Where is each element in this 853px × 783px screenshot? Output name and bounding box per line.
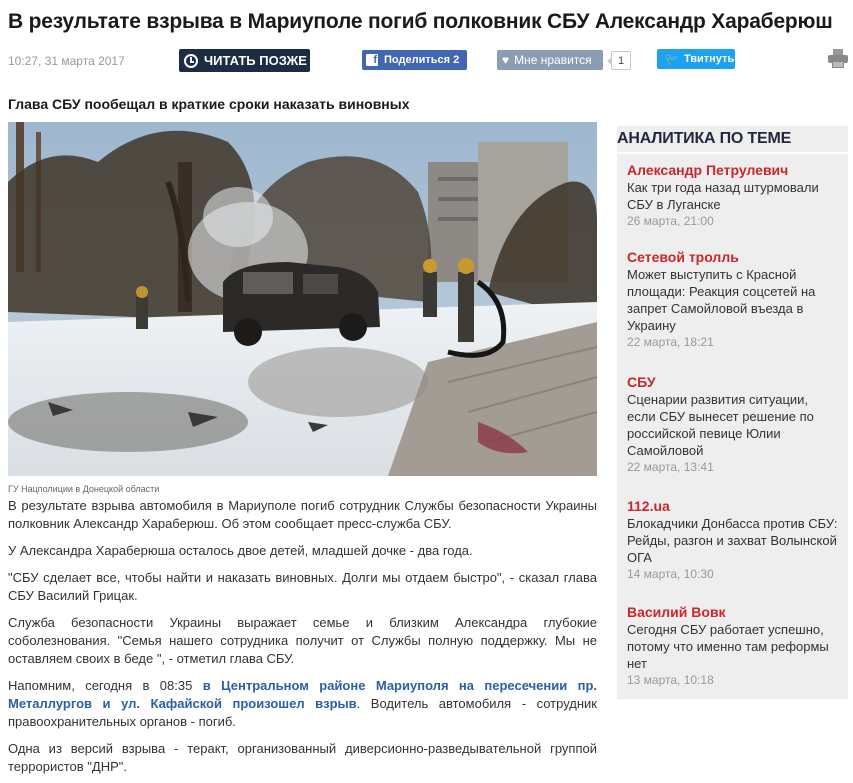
article-meta-bar — [0, 49, 853, 75]
sidebar-item-date: 14 марта, 10:30 — [627, 567, 714, 581]
sidebar-item-date: 22 марта, 18:21 — [627, 335, 714, 349]
sidebar-item-author[interactable]: СБУ — [627, 374, 656, 390]
sidebar-item[interactable] — [627, 604, 839, 688]
article-subtitle: Глава СБУ пообещал в краткие сроки наказать виновных — [8, 96, 410, 112]
facebook-share-button[interactable] — [362, 50, 467, 70]
like-label: Мне нравится — [514, 53, 592, 67]
article-paragraph: Служба безопасности Украины выражает семье и близким Александра глубокие соболезнования. "Семья нашего сотрудника получит от Службы полную поддержку. Мы не оставляем своих в беде ", - отметил глава СБУ. — [8, 615, 597, 666]
sidebar-item-date: 26 марта, 21:00 — [627, 214, 714, 228]
tweet-button[interactable] — [657, 49, 735, 69]
sidebar-item[interactable] — [627, 249, 839, 350]
like-button[interactable] — [497, 50, 603, 70]
article-title: В результате взрыва в Мариуполе погиб полковник СБУ Александр Хараберюш — [8, 10, 833, 33]
like-count: 1 — [611, 51, 631, 70]
sidebar-item-author[interactable]: Сетевой тролль — [627, 249, 739, 265]
facebook-icon: f — [366, 54, 378, 66]
tweet-label: Твитнуть — [683, 53, 735, 65]
article-paragraph: "СБУ сделает все, чтобы найти и наказать виновных. Долги мы отдаем быстро", - сказал глава СБУ Василий Грицак. — [8, 570, 597, 603]
paragraph-text: Напомним, сегодня в 08:35 — [8, 678, 203, 693]
print-icon[interactable] — [828, 49, 848, 69]
article-paragraph: Одна из версий взрыва - теракт, организованный диверсионно-разведывательной группой террористов "ДНР". — [8, 741, 597, 774]
publish-date: 10:27, 31 марта 2017 — [8, 54, 125, 68]
article-paragraph: У Александра Хараберюша осталось двое детей, младшей дочке - два года. — [8, 543, 473, 558]
share-label: Поделиться 2 — [384, 54, 460, 66]
sidebar-item[interactable] — [627, 498, 839, 582]
paragraph-text: . Водитель автомобиля - сотрудник правоохранительных органов - погиб. — [8, 696, 597, 729]
read-later-label: ЧИТАТЬ ПОЗЖЕ — [204, 53, 307, 68]
article-paragraph: В результате взрыва автомобиля в Мариуполе погиб сотрудник Службы безопасности Украины полковник Александр Хараберюш. Об этом сообщает пресс-служба СБУ. — [8, 498, 597, 531]
sidebar-item-date: 22 марта, 13:41 — [627, 460, 714, 474]
sidebar-item-text[interactable]: Может выступить с Красной площади: Реакция соцсетей на запрет Самойловой въезда в Украину — [627, 267, 816, 333]
sidebar-item-text[interactable]: Сегодня СБУ работает успешно, потому что именно там реформы нет — [627, 622, 829, 671]
photo-caption: ГУ Нацполиции в Донецкой области — [8, 484, 160, 494]
sidebar-divider — [617, 152, 848, 154]
clock-icon — [184, 54, 198, 68]
sidebar-item[interactable] — [627, 374, 839, 475]
sidebar-item-author[interactable]: 112.ua — [627, 498, 670, 514]
article-body — [8, 497, 597, 776]
sidebar-item-text[interactable]: Сценарии развития ситуации, если СБУ вынесет решение по российской певице Юлии Самойловой — [627, 392, 814, 458]
analytics-sidebar — [617, 126, 848, 699]
article-photo — [8, 122, 597, 476]
sidebar-item[interactable] — [627, 162, 839, 229]
sidebar-item-author[interactable]: Василий Вовк — [627, 604, 726, 620]
read-later-button[interactable] — [179, 49, 310, 72]
twitter-icon: 🐦 — [664, 52, 679, 66]
heart-icon: ♥ — [502, 53, 510, 67]
sidebar-title: АНАЛИТИКА ПО ТЕМЕ — [617, 130, 792, 147]
article-paragraph — [8, 677, 597, 731]
sidebar-item-text[interactable]: Блокадчики Донбасса против СБУ: Рейды, разгон и захват Волынской ОГА — [627, 516, 838, 565]
related-news-link[interactable]: в Центральном районе Мариуполя на пересечении пр. Металлургов и ул. Кафайской произошел взрыв — [8, 678, 597, 711]
sidebar-item-date: 13 марта, 10:18 — [627, 673, 714, 687]
sidebar-item-text[interactable]: Как три года назад штурмовали СБУ в Луганске — [627, 180, 819, 212]
sidebar-item-author[interactable]: Александр Петрулевич — [627, 162, 789, 178]
